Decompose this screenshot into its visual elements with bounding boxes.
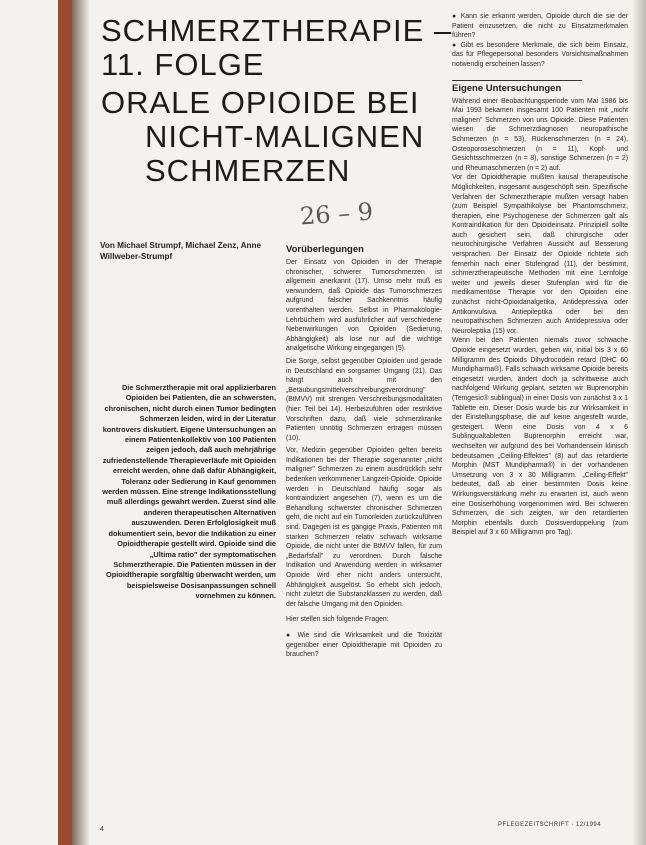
paragraph: Die Sorge, selbst gegenüber Opioiden und gerade in Deutschland ein sorgsamer Umgang (21). Das hängt auch mit den „Betäubungsmittelverschreibungsverordnung" (BtMVV) mit strengen Verschreibungsmodalitäten (hier: Teil bei 14). Herbeizuführen oder restriktive Vorschriften dazu, daß viele schmerzkranke Patienten unnötig Schmerzen ertragen müssen (10). <box>286 357 442 442</box>
bullet-text: Gibt es besondere Merkmale, die sich beim Einsatz, das für Pflegepersonal besonders Vorsichtsmaßnahmen notwendig erscheinen lassen? <box>452 41 628 68</box>
section-heading-vorueberlegungen: Vorüberlegungen <box>286 244 364 255</box>
text-column-2 <box>286 244 442 660</box>
handwritten-note: 26 – 9 <box>299 197 374 231</box>
paragraph: Wenn bei den Patienten niemals zuvor schwache Opioide eingesetzt wurden, geben wir, initial bis 3 x 60 Milligramm des Opioids Dihydrocodein retard (DHC 60 Mundipharma®). Falls schwach wirksame Opioide bereits eingesetzt wurden, ändert doch ja schrittweise auch nachfolgend Wirkung geplant, setzten wir Buprenorphin (Temgesic® sublingual) in einer Dosis von zunächst 3 x 1 Tablette ein. Dieser Dosis wurde bis zur Wirksamkeit in der Einstellungsphase, die auf keine angestellt wurde, gesteigert. Wenn eine Dosis von 4 x 6 Sublingualtabletten Buprenorphin erreicht war, wechselten wir aufgrund des bei Vorhandensein klinisch bedeutsamen „Ceiling-Effektes" (8) auf das retardierte Morphin (MST Mundipharma®) in der vorhandenen Umsetzung von 3 x 30 Milligramm. „Ceiling-Effekt" bedeutet, daß ab einer bestimmten Dosis keine Wirkungsverstärkung mehr zu erwarten ist, auch wenn eine Dosiserhöhung vorgenommen wird. Bei schweren Schmerzen, die sich zeigten, wir den retardierten Morphin ebenfalls durch Dosisverdoppelung (zum Beispiel auf 3 x 60 Milligramm pro Tag). <box>452 337 628 537</box>
bullet-text: Kann sie erkannt werden, Opioide durch die sie der Patient einzusetzen, die nicht zu Einsatzmerkmalen führen? <box>452 13 628 40</box>
article-title <box>101 14 471 188</box>
title-line-5: SCHMERZEN <box>145 153 351 188</box>
authors-byline: Von Michael Strumpf, Michael Zenz, Anne Willweber-Strumpf <box>100 241 262 261</box>
abstract-text: Die Schmerztherapie mit oral applizierbaren Opioiden bei Patienten, die an schwersten, chronischen, nicht durch einen Tumor bedingten Schmerzen leiden, wird in der Literatur kontrovers diskutiert. Eigene Untersuchungen an einem Patientenkollektiv von 100 Patienten zeigen jedoch, daß auch mehrjährige zufriedenstellende Therapieverläufe mit Opioiden erreicht werden, ohne daß dafür Abhängigkeit, Toleranz oder Sedierung in Kauf genommen werden müssen. Eine strenge Indikationsstellung muß allerdings gewahrt werden. Zuerst sind alle anderen therapeutischen Alternativen auszuwenden. Deren Erfolglosigkeit muß dokumentiert sein, bevor die Indikation zu einer Opioidtherapie gestellt wird. Opioide sind die „Ultima ratio" der symptomatischen Schmerztherapie. Die Patienten müssen in der Opioidtherapie sorgfältig überwacht werden, um beispielsweise Dosisanpassungen schnell vornehmen zu können. <box>102 383 276 601</box>
title-line-4: NICHT-MALIGNEN <box>145 119 425 154</box>
journal-footer: PFLEGEZEITSCHRIFT · 12/1994 <box>498 822 602 828</box>
page-number: 4 <box>100 826 104 833</box>
binding-shadow <box>72 0 90 845</box>
text-column-3 <box>452 12 628 538</box>
paragraph: Der Einsatz von Opioiden in der Therapie chronischer, schwerer Tumorschmerzen ist allgemein anerkannt (17). Umso mehr muß es verwundern, daß Opioide das Tumorschmerzes aufgrund falscher Sachkenntnis häufig vorenthalten werden. Selbst in Pharmakologie-Lehrbüchern wird ausführlicher auf verschiedene Nebenwirkungen von Opioiden (Sedierung, Abhängigkeit) als lose nur auf die wichtige analgetische Wirkung eingegangen (5). <box>286 259 442 353</box>
bullet-text: Wie sind die Wirksamkeit und die Toxizität gegenüber einer Opioidtherapie mit Opioiden zu brauchen? <box>286 631 442 659</box>
bullet-item: ● Wie sind die Wirksamkeit und die Toxizität gegenüber einer Opioidtherapie mit Opioiden zu brauchen? <box>286 631 442 659</box>
section-heading-eigene-untersuchungen: Eigene Untersuchungen <box>452 82 562 94</box>
paragraph: Vor der Opioidtherapie mußten kausal therapeutische Möglichkeiten, insgesamt ausgeschöpft sein. Spezifische Verfahren der Schmerztherapie mußten versagt haben (zum Beispiel Sympathikolyse bei Phantomschmerz, therapien, eine Psychogenese der Schmerzen galt als Kontraindikation für den Opioideinsatz. Prinzipiell sollte auch gesichert sein, daß chirurgische oder neurochirurgische Verfahren Aussicht auf Besserung versprachen. Der Einsatz der Opioide richtete sich fernerhin nach einer Stufengrad (11), der bestimmt, schmerztherapeutische Methoden mit eine Lernfolge weiter und jeweils dieser Stufenplan wird für die medikamentöse Therapie vor den Opioiden eine zunächst nicht-Opioidanalgetika, Antidepressiva oder Antikonvulsiva. Antiepileptika oder bei den neuropathischen Schmerzen auch Antidepressiva oder Neuroleptika (15) vor. <box>452 174 628 335</box>
bullet-item: ● Kann sie erkannt werden, Opioide durch die sie der Patient einzusetzen, die nicht zu Einsatzmerkmalen führen? <box>452 13 628 40</box>
title-line-2: 11. FOLGE <box>101 47 265 82</box>
bullet-item: ● Gibt es besondere Merkmale, die sich beim Einsatz, das für Pflegepersonal besonders Vorsichtsmaßnahmen notwendig erscheinen lassen? <box>452 41 628 68</box>
title-line-3: ORALE OPIOIDE BEI <box>101 85 420 120</box>
paragraph: Vor, Medizin gegenüber Opioiden gelten bereits Indikationen bei der Therapie sogenannter „nicht maligner" Schmerzen zu einem ausdrücklich sehr bedenken verkommener Langzeit-Opioide. Opioide werden in Deutschland häufig sogar als kontraindiziert angesehen (7), wenn es um die Behandlung schwerster chronischer Schmerzen geht, die nicht auf ein Tumorleiden zurückzuführen sind. Dagegen ist es gängige Praxis, Patienten mit starken Schmerzen relativ schwach wirksame Opioide, die nicht unter die BtMVV fallen, für zum „Bedarfsfall" zu verordnen. Durch falsche Indikation und Anwendung werden in wirksamer Opioide wird eher nicht anders untersucht, Abhängigkeit ausgelöst. So erhebt sich jedoch, nicht zuletzt die Substanzklassen zu werden, daß der falsche Umgang mit den Opioiden. <box>286 447 442 608</box>
title-line-1: SCHMERZTHERAPIE – <box>101 13 453 48</box>
page-edge-shadow <box>632 0 646 845</box>
binding-spine <box>58 0 72 845</box>
paragraph: Während einer Beobachtungsperiode vom Mai 1986 bis Mai 1993 bekamen insgesamt 100 Patienten mit „nicht malignen" Schmerzen von uns Opioide. Diese Patienten wiesen die Schmerzdiagnosen neuropathische Schmerzen (n = 53), Rückenschmerzen (n = 24), Osteoporoseschmerzen (n = 11), Kopf- und Gesichtsschmerzen (n = 8), sonstige Schmerzen (n = 2) und Rheumaschmerzen (n = 2) auf. <box>452 97 628 172</box>
paragraph: Hier stellen sich folgende Fragen: <box>286 616 389 624</box>
section-divider <box>452 80 582 81</box>
